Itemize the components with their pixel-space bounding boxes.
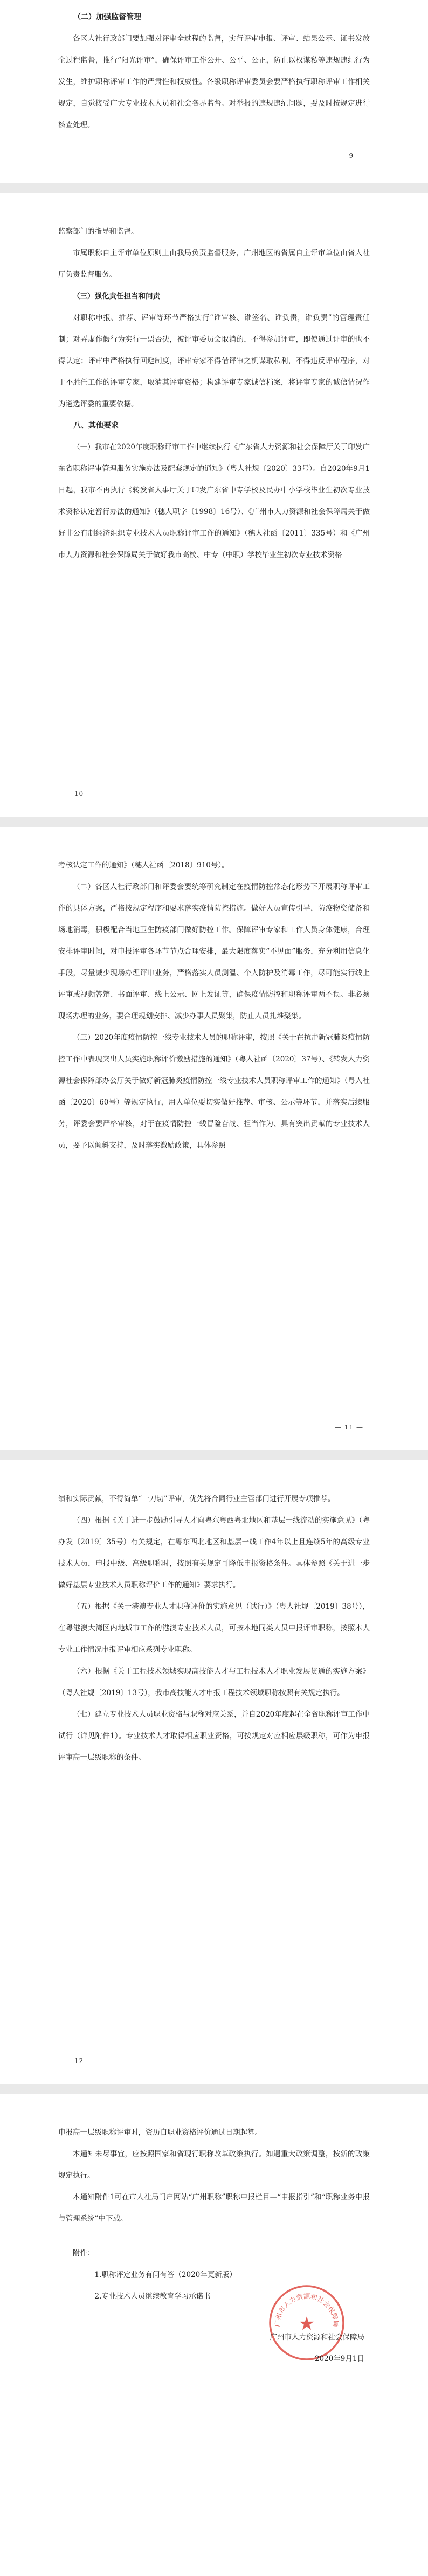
section-heading: （三）强化责任担当和问责	[73, 292, 160, 301]
document-page-3	[0, 827, 428, 1450]
paragraph: 本通知未尽事宜，应按照国家和省现行职称改革政策执行。如遇重大政策调整，按新的政策规定执行。	[58, 2150, 370, 2180]
paragraph: 申报高一层级职称评审时，资历自职业资格评价通过日期起算。	[58, 2128, 262, 2137]
paragraph: 绩和实际贡献，不得简单“一刀切”评审，优先将合同行业主管部门进行开展专项推荐。	[58, 1495, 335, 1503]
section-heading: 八、其他要求	[73, 421, 119, 430]
paragraph: 监察部门的指导和监督。	[58, 227, 139, 236]
document-page-4	[0, 1460, 428, 2084]
page-number: — 11 —	[335, 1424, 363, 1431]
svg-text:★: ★	[298, 2313, 315, 2335]
attachment-item: 1.职称评定业务有问有答（2020年更新版）	[94, 2271, 237, 2279]
section-heading: （二）加强监督管理	[73, 13, 141, 22]
attachment-item: 2.专业技术人员继续教育学习承诺书	[94, 2292, 211, 2301]
page-number: — 12 —	[65, 2057, 93, 2065]
paragraph: 考核认定工作的通知》（穗人社函〔2018〕910号）。	[58, 861, 229, 870]
attachments-label: 附件：	[73, 2249, 95, 2258]
paragraph: （七）建立专业技术人员职业资格与职称对应关系，并自2020年度起在全省职称评审工作中试行（详见附件1）。专业技术人才取得相应职业资格，可按规定对应相应层级职称，可作为申报评审高一层级职称的条件。	[58, 1710, 370, 1762]
paragraph: （六）根据《关于工程技术领域实现高技能人才与工程技术人才职业发展贯通的实施方案》（粤人社规〔2019〕13号），我市高技能人才申报工程技术领域职称按照有关规定执行。	[58, 1667, 370, 1697]
paragraph: 本通知附件1可在市人社局门户网站“广州职称”职称申报栏目—“申报指引”和“职称业务申报与管理系统”中下载。	[58, 2193, 370, 2223]
document-page-1	[0, 0, 428, 183]
paragraph: （二）各区人社行政部门和评委会要统筹研究制定在疫情防控常态化形势下开展职称评审工作的具体方案，严格按规定程序和要求落实疫情防控措施。做好人员宣传引导，防疫物资储备和场地消毒，积极配合当地卫生防疫部门做好防控工作。保障评审专家和工作人员身体健康，合理安排评审时间，对申报评审各环节节点合理安排，最大限度落实“不见面”服务，充分利用信息化手段，尽量减少现场办理评审业务，严格落实人员测温、个人防护及消毒工作，尽可能实行线上评审或视频答辩、书面评审、线上公示、网上发证等，确保疫情防控和职称评审两不误。非必须现场办理的业务，要合理规划安排、减少办事人员聚集，防止人员扎堆聚集。	[58, 883, 370, 1020]
page-number: — 9 —	[339, 152, 363, 159]
paragraph: 市属职称自主评审单位原则上由我局负责监督服务，广州地区的省属自主评审单位由省人社厅负责监督服务。	[58, 249, 370, 279]
issuer-name: 广州市人力资源和社会保障局	[270, 2333, 364, 2342]
paragraph: （一）我市在2020年度职称评审工作中继续执行《广东省人力资源和社会保障厅关于印发广东省职称评审管理服务实施办法及配套规定的通知》（粤人社规〔2020〕33号）。自2020年9月1日起，我市不再执行《转发省人事厅关于印发广东省中专学校及民办中小学校毕业生初次专业技术资格认定暂行办法的通知》（穗人职字〔1998〕16号）、《广州市人力资源和社会保障局关于做好非公有制经济组织专业技术人员职称评审工作的通知》（穗人社函〔2011〕335号）和《广州市人力资源和社会保障局关于做好我市高校、中专（中职）学校毕业生初次专业技术资格	[58, 443, 370, 559]
svg-text:广州市人力资源和社会保障局: 广州市人力资源和社会保障局	[273, 2292, 341, 2328]
document-page-2	[0, 193, 428, 817]
issue-date: 2020年9月1日	[314, 2355, 364, 2363]
paragraph: 对职称申报、推荐、评审等环节严格实行“谁审核、谁签名、谁负责，谁负责”的管理责任制；对弄虚作假行为实行一票否决，被评审委员会取消的，不得参加评审，即使通过评审的也不得认定；评审中严格执行回避制度，评审专家不得借评审之机谋取私利，不得违反评审程序，对于不胜任工作的评审专家，取消其评审资格；构建评审专家诚信档案，将评审专家的诚信情况作为遴选评委的重要依据。	[58, 314, 370, 408]
paragraph: （五）根据《关于港澳专业人才职称评价的实施意见（试行）》（粤人社规〔2019〕38号），在粤港澳大湾区内地城市工作的港澳专业技术人员，可按本地同类人员申报评审职称，按照本人专业工作情况申报评审相应系列专业职称。	[58, 1602, 370, 1654]
paragraph: （三）2020年度疫情防控一线专业技术人员的职称评审，按照《关于在抗击新冠肺炎疫情防控工作中表现突出人员实施职称评价激励措施的通知》（粤人社函〔2020〕37号）、《转发人力资源社会保障部办公厅关于做好新冠肺炎疫情防控一线专业技术人员职称评审工作的通知》（粤人社函〔2020〕60号）等规定执行，用人单位要切实做好推荐、审核、公示等环节，并落实后续服务，评委会要严格审核，对于在疫情防控一线冒险奋战、担当作为、具有突出贡献的专业技术人员，要予以倾斜支持，及时落实激励政策，具体参照	[58, 1033, 370, 1150]
document-page-5	[0, 2094, 428, 2576]
page-number: — 10 —	[65, 790, 93, 797]
paragraph: （四）根据《关于进一步鼓励引导人才向粤东粤西粤北地区和基层一线流动的实施意见》（粤办发〔2019〕35号）有关规定，在粤东西北地区和基层一线工作4年以上且连续5年的高级专业技术人员，申报中级、高级职称时，按照有关规定可降低申报资格条件。具体参照《关于进一步做好基层专业技术人员职称评价工作的通知》要求执行。	[58, 1516, 370, 1589]
signature-block	[224, 2327, 364, 2370]
paragraph: 各区人社行政部门要加强对评审全过程的监督，实行评审申报、评审、结果公示、证书发放全过程监督，推行“阳光评审”，确保评审工作公开、公平、公正，防止以权谋私等违规违纪行为发生，维护职称评审工作的严肃性和权威性。各级职称评审委员会要严格执行职称评审工作相关规定，自觉接受广大专业技术人员和社会各界监督。对举报的违规违纪问题，要及时按规定进行核查处理。	[58, 34, 370, 129]
